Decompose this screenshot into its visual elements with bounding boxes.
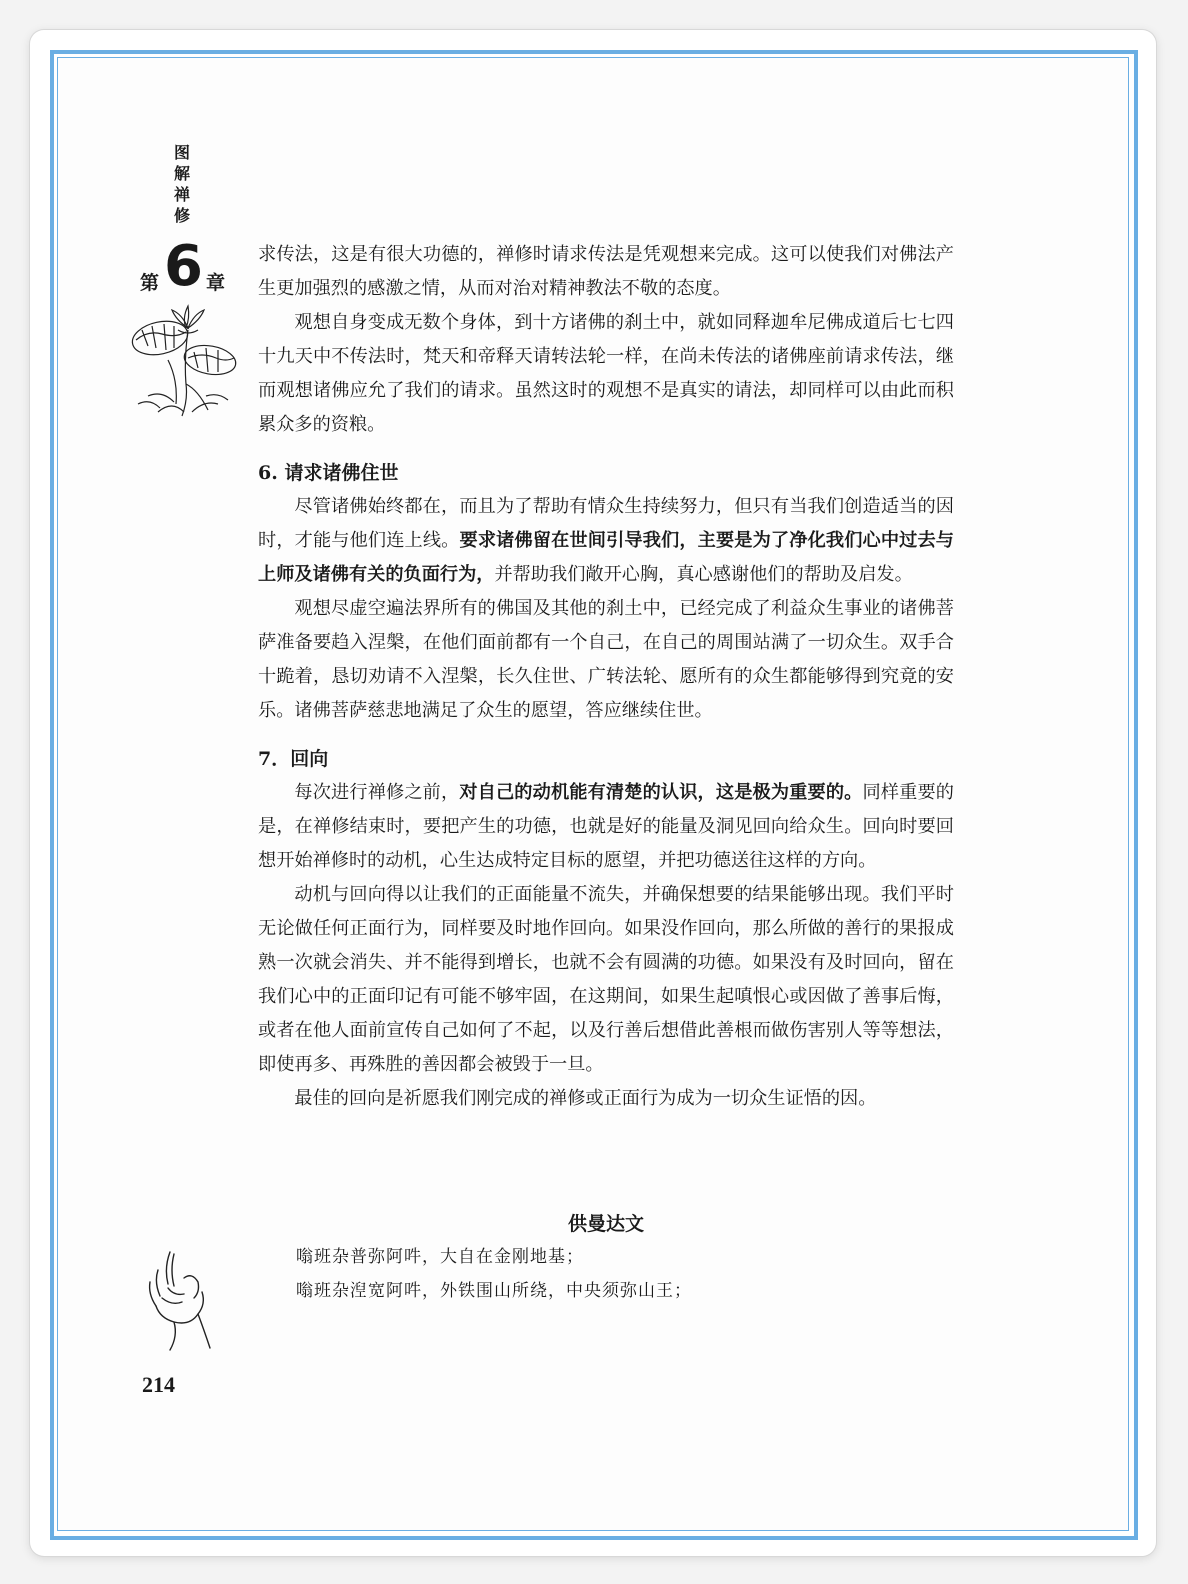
main-text — [258, 238, 954, 1116]
text-run: 并帮助我们敞开心胸，真心感谢他们的帮助及启发。 — [494, 564, 913, 585]
paragraph: 观想尽虚空遍法界所有的佛国及其他的刹土中，已经完成了利益众生事业的诸佛菩萨准备要趋入涅槃，在他们面前都有一个自己，在自己的周围站满了一切众生。双手合十跪着，恳切劝请不入涅槃，长久住世、广转法轮、愿所有的众生都能够得到究竟的安乐。诸佛菩萨慈悲地满足了众生的愿望，答应继续住世。 — [258, 598, 954, 721]
chapter-marker — [138, 234, 238, 299]
mantra-line: 嗡班杂湼宽阿吽，外铁围山所绕，中央须弥山王； — [296, 1281, 692, 1301]
section-heading: 6. 请求诸佛住世 — [258, 462, 399, 484]
paragraph: 观想自身变成无数个身体，到十方诸佛的刹土中，就如同释迦牟尼佛成道后七七四十九天中不传法时，梵天和帝释天请转法轮一样，在尚未传法的诸佛座前请求传法，继而观想诸佛应允了我们的请求。虽然这时的观想不是真实的请法，却同样可以由此而积累众多的资粮。 — [258, 312, 954, 435]
series-char: 修 — [173, 206, 190, 225]
mudra-hand-illustration — [140, 1248, 216, 1352]
chapter-number: 6 — [164, 234, 201, 299]
text-run: 同样重要的是，在禅修结束时，要把产生的功德，也就是好的能量及洞见回向给众生。回向时要回想开始禅修时的动机，心生达成特定目标的愿望，并把功德送往这样的方向。 — [258, 782, 954, 871]
paragraph: 求传法，这是有很大功德的，禅修时请求传法是凭观想来完成。这可以使我们对佛法产生更加强烈的感激之情，从而对治对精神教法不敬的态度。 — [258, 244, 954, 299]
mantra-line: 嗡班杂普弥阿吽，大自在金刚地基； — [296, 1247, 584, 1267]
text-run: 每次进行禅修之前， — [294, 782, 460, 803]
page-number: 214 — [142, 1372, 175, 1397]
offering-title: 供曼达文 — [567, 1213, 644, 1235]
chapter-suffix: 章 — [206, 272, 226, 294]
paragraph — [258, 776, 954, 878]
chapter-prefix: 第 — [140, 272, 160, 294]
lotus-illustration — [128, 300, 240, 418]
series-char: 解 — [173, 164, 190, 183]
paragraph — [258, 490, 954, 592]
text-run: 尽管诸佛始终都在，而且为了帮助有情众生持续努力，但只有当我们创造适当的因时，才能与他们连上线。 — [258, 496, 954, 551]
series-char: 禅 — [173, 185, 190, 204]
emphasis-text: 要求诸佛留在世间引导我们，主要是为了净化我们心中过去与上师及诸佛有关的负面行为， — [258, 530, 954, 585]
paragraph: 动机与回向得以让我们的正面能量不流失，并确保想要的结果能够出现。我们平时无论做任何正面行为，同样要及时地作回向。如果没作回向，那么所做的善行的果报成熟一次就会消失、并不能得到增长，也就不会有圆满的功德。如果没有及时回向，留在我们心中的正面印记有可能不够牢固，在这期间，如果生起嗔恨心或因做了善事后悔，或者在他人面前宣传自己如何了不起，以及行善后想借此善根而做伤害别人等等想法，即使再多、再殊胜的善因都会被毁于一旦。 — [258, 884, 954, 1075]
series-char: 图 — [173, 143, 190, 162]
paragraph: 最佳的回向是祈愿我们刚完成的禅修或正面行为成为一切众生证悟的因。 — [294, 1088, 877, 1109]
book-series-title — [170, 142, 194, 226]
section-heading: 7．回向 — [258, 748, 329, 770]
emphasis-text: 对自己的动机能有清楚的认识，这是极为重要的。 — [459, 782, 863, 803]
